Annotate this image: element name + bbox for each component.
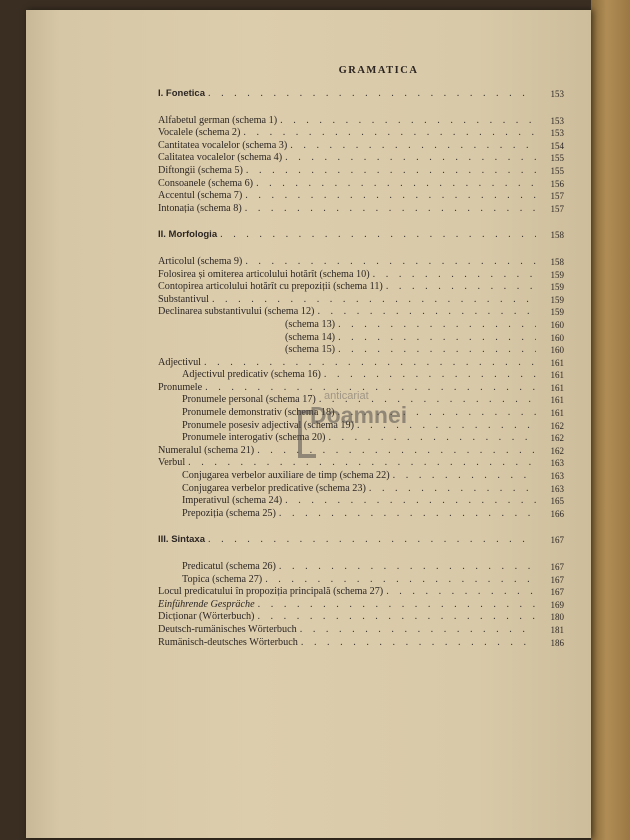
toc-entry-label: Calitatea vocalelor (schema 4) — [158, 152, 283, 164]
toc-leader-dots — [300, 624, 536, 637]
toc-leader-dots — [208, 534, 536, 547]
toc-entry — [158, 432, 564, 445]
toc-entry-page: 156 — [550, 178, 564, 189]
toc-entry — [158, 420, 564, 433]
toc-entry-page: 158 — [550, 256, 564, 267]
toc-leader-dots — [188, 457, 536, 470]
toc-leader-dots — [338, 407, 537, 420]
toc-entry-label: Cantitatea vocalelor (schema 3) — [158, 139, 288, 151]
toc-entry — [158, 495, 564, 508]
toc-entry-page: 162 — [550, 445, 564, 456]
toc-entry-label: Rumänisch-deutsches Wörterbuch — [158, 636, 298, 648]
toc-entry-page: 153 — [550, 115, 564, 126]
toc-entry — [158, 599, 564, 612]
toc-leader-dots — [290, 140, 536, 153]
toc-entry — [158, 357, 564, 370]
toc-entry-label: Deutsch-rumänisches Wörterbuch — [158, 623, 297, 635]
toc-entry-label: Alfabetul german (schema 1) — [158, 114, 278, 126]
toc-leader-dots — [246, 165, 536, 178]
toc-entry-label: Pronumele demonstrativ (schema 18) — [182, 407, 335, 419]
toc-entry-label: Prepoziția (schema 25) — [182, 507, 276, 519]
toc-entry-label: (schema 14) — [285, 331, 336, 343]
toc-entry-label: Vocalele (schema 2) — [158, 127, 241, 139]
toc-entry-page: 181 — [550, 624, 564, 635]
toc-leader-dots — [386, 281, 536, 294]
toc-entry — [158, 483, 564, 496]
toc-leader-dots — [338, 344, 536, 357]
toc-entry-label: Pronumele personal (schema 17) — [182, 394, 316, 406]
toc-entry — [158, 165, 564, 178]
toc-entry-label: Declinarea substantivului (schema 12) — [158, 306, 315, 318]
toc-leader-dots — [245, 190, 536, 203]
toc-entry — [158, 127, 564, 140]
toc-entry — [158, 190, 564, 203]
toc-entry — [158, 281, 564, 294]
toc-spacer — [158, 547, 564, 561]
toc-leader-dots — [258, 599, 536, 612]
toc-leader-dots — [265, 574, 536, 587]
toc-entry-page: 161 — [550, 357, 564, 368]
toc-entry-label: Conjugarea verbelor auxiliare de timp (schema 22) — [182, 470, 390, 482]
toc-leader-dots — [280, 115, 536, 128]
toc-entry-label: Folosirea și omiterea articolului hotărît (schema 10) — [158, 268, 370, 280]
toc-entry-page: 160 — [550, 345, 564, 356]
toc-entry — [158, 637, 564, 650]
toc-entry-label: Imperativul (schema 24) — [182, 495, 283, 507]
toc-entry-page: 161 — [550, 408, 564, 419]
toc-entry-page: 180 — [550, 612, 564, 623]
toc-entry — [158, 319, 564, 332]
toc-entry — [158, 624, 564, 637]
toc-leader-dots — [338, 332, 536, 345]
toc-entry-page: 161 — [550, 395, 564, 406]
toc-entry-label: Contopirea articolului hotărît cu prepoziții (schema 11) — [158, 281, 383, 293]
toc-entry-label: Topica (schema 27) — [182, 573, 263, 585]
toc-entry-page: 167 — [550, 587, 564, 598]
toc-entry — [158, 586, 564, 599]
toc-leader-dots — [373, 269, 536, 282]
toc-entry-label: Diftongii (schema 5) — [158, 164, 243, 176]
watermark-subtitle: anticariat — [324, 390, 369, 402]
toc-entry — [158, 508, 564, 521]
toc-entry-label: Locul predicatului în propoziția principală (schema 27) — [158, 586, 384, 598]
toc-entry-label: Intonația (schema 8) — [158, 202, 242, 214]
toc-section — [158, 534, 564, 547]
toc-entry-page: 160 — [550, 319, 564, 330]
toc-entry-page: 163 — [550, 483, 564, 494]
toc-entry-page: 167 — [550, 562, 564, 572]
toc-leader-dots — [386, 586, 536, 599]
toc-entry-page: 165 — [550, 496, 564, 507]
toc-entry-label: Adjectivul predicativ (schema 16) — [182, 369, 321, 381]
toc-entry-label: Dicționar (Wörterbuch) — [158, 611, 255, 623]
toc-leader-dots — [256, 178, 536, 191]
toc-entry-label: Einführende Gespräche — [158, 598, 255, 610]
toc-leader-dots — [220, 229, 536, 242]
toc-entry-label: Articolul (schema 9) — [158, 255, 243, 267]
toc-entry-page: 153 — [550, 89, 564, 99]
toc-entry — [158, 611, 564, 624]
toc-entry-page: 161 — [550, 382, 564, 393]
toc-entry — [158, 203, 564, 216]
toc-entry-label: (schema 13) — [285, 318, 336, 330]
toc-leader-dots — [245, 203, 536, 216]
toc-entry — [158, 344, 564, 357]
toc-spacer — [158, 101, 564, 115]
toc-entry-label: Numeralul (schema 21) — [158, 444, 255, 456]
toc-entry-page: 159 — [550, 307, 564, 318]
toc-entry-page: 157 — [550, 203, 564, 214]
toc-entry — [158, 394, 564, 407]
toc-entry — [158, 445, 564, 458]
toc-section — [158, 88, 564, 101]
toc-entry — [158, 407, 564, 420]
toc-entry-label: Conjugarea verbelor predicative (schema 23) — [182, 482, 366, 494]
toc-entry-page: 158 — [550, 230, 564, 241]
toc-leader-dots — [301, 637, 536, 650]
toc-entry-label: Adjectivul — [158, 356, 202, 368]
toc-entry — [158, 140, 564, 153]
toc-leader-dots — [324, 369, 536, 382]
toc-entry-page: 166 — [550, 508, 564, 519]
toc-leader-dots — [205, 382, 536, 395]
toc-entry-label: Pronumele posesiv adjectival (schema 19) — [182, 419, 355, 431]
toc-section — [158, 229, 564, 242]
toc-entry-label: II. Morfologia — [158, 229, 218, 241]
toc-leader-dots — [338, 319, 536, 332]
toc-entry-page: 163 — [550, 458, 564, 469]
toc-leader-dots — [257, 611, 536, 624]
toc-entry — [158, 561, 564, 574]
toc-entry-page: 161 — [550, 370, 564, 381]
toc-entry — [158, 152, 564, 165]
toc-entry — [158, 457, 564, 470]
toc-entry-page: 162 — [550, 420, 564, 431]
toc-entry-label: (schema 15) — [285, 344, 336, 356]
toc-leader-dots — [257, 445, 536, 458]
toc-entry — [158, 369, 564, 382]
toc-spacer — [158, 520, 564, 534]
toc-entry — [158, 115, 564, 128]
toc-entry-label: Verbul — [158, 457, 186, 469]
toc-spacer — [158, 215, 564, 229]
toc-leader-dots — [319, 394, 536, 407]
book-edge — [591, 0, 630, 840]
toc-spacer — [158, 242, 564, 256]
toc-entry-page: 160 — [550, 332, 564, 343]
toc-entry-page: 155 — [550, 165, 564, 176]
toc-entry — [158, 256, 564, 269]
toc-entry-page: 167 — [550, 535, 564, 546]
toc-entry — [158, 470, 564, 483]
table-of-contents — [158, 88, 564, 649]
toc-leader-dots — [243, 127, 536, 140]
toc-entry-page: 154 — [550, 140, 564, 151]
toc-leader-dots — [212, 294, 536, 307]
toc-entry-label: Pronumele — [158, 381, 203, 393]
toc-entry — [158, 269, 564, 282]
toc-entry-page: 153 — [550, 128, 564, 139]
toc-leader-dots — [369, 483, 536, 496]
toc-entry-page: 167 — [550, 574, 564, 585]
toc-entry — [158, 294, 564, 307]
toc-entry-page: 163 — [550, 471, 564, 482]
toc-entry — [158, 332, 564, 345]
book-page — [26, 10, 591, 838]
toc-leader-dots — [357, 420, 536, 433]
toc-entry-page: 159 — [550, 294, 564, 305]
toc-entry-page: 155 — [550, 153, 564, 164]
toc-entry-page: 169 — [550, 599, 564, 610]
toc-entry-page: 159 — [550, 269, 564, 280]
toc-entry-label: Accentul (schema 7) — [158, 190, 243, 202]
toc-entry — [158, 178, 564, 191]
toc-entry — [158, 382, 564, 395]
toc-entry — [158, 306, 564, 319]
toc-entry — [158, 574, 564, 587]
toc-leader-dots — [245, 256, 536, 269]
toc-entry-label: Predicatul (schema 26) — [182, 561, 276, 572]
toc-leader-dots — [279, 561, 536, 574]
toc-leader-dots — [328, 432, 536, 445]
toc-entry-label: III. Sintaxa — [158, 534, 205, 546]
toc-leader-dots — [204, 357, 536, 370]
toc-leader-dots — [285, 152, 536, 165]
toc-leader-dots — [285, 495, 536, 508]
toc-leader-dots — [208, 88, 536, 101]
watermark-name: Doamnei — [310, 402, 408, 428]
toc-leader-dots — [279, 508, 536, 521]
toc-entry-page: 157 — [550, 191, 564, 202]
toc-leader-dots — [393, 470, 536, 483]
toc-entry-page: 159 — [550, 282, 564, 293]
toc-entry-label: Consoanele (schema 6) — [158, 177, 254, 189]
toc-entry-label: Pronumele interogativ (schema 20) — [182, 432, 326, 444]
toc-entry-page: 162 — [550, 433, 564, 444]
toc-leader-dots — [317, 306, 536, 319]
page-title: GRAMATICA — [338, 65, 419, 76]
toc-entry-label: I. Fonetica — [158, 88, 205, 99]
toc-entry-page: 186 — [550, 637, 564, 648]
toc-entry-label: Substantivul — [158, 293, 209, 305]
